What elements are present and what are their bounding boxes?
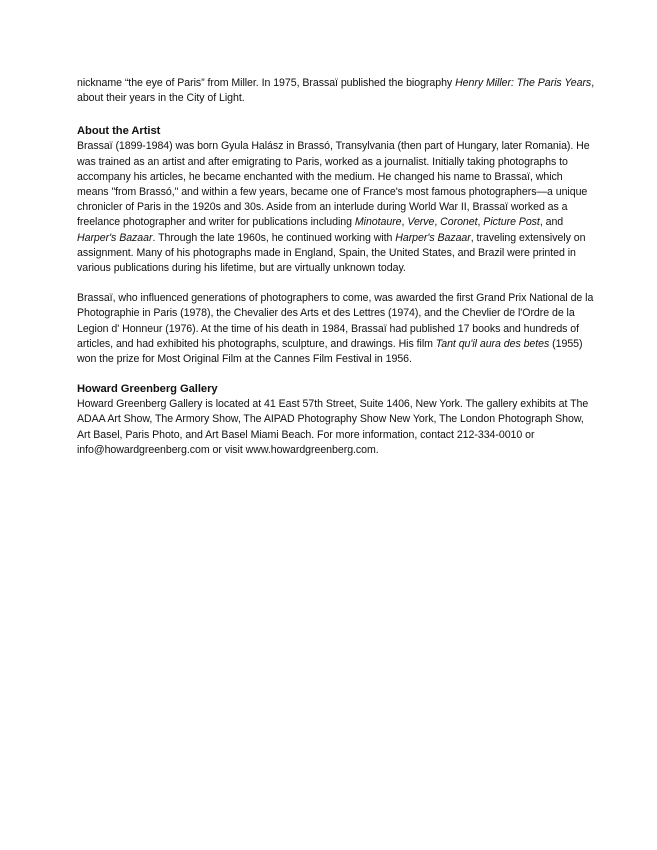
- intro-text: nickname “the eye of Paris” from Miller. In 1975, Brassaï published the biography: [77, 77, 456, 89]
- publication-minotaure: Minotaure: [354, 216, 402, 229]
- intro-text-end: , about their years in the City of Light.: [77, 77, 595, 105]
- about-artist-paragraph-1: [77, 139, 597, 276]
- bio-text: . Through the late 1960s, he continued working with: [152, 231, 396, 244]
- intro-paragraph: [77, 76, 597, 106]
- publication-verve: Verve: [407, 216, 435, 229]
- book-title: Henry Miller: The Paris Years: [455, 77, 592, 89]
- film-title: Tant qu'il aura des betes: [435, 337, 550, 350]
- gallery-heading: Howard Greenberg Gallery: [77, 383, 218, 396]
- document-page: [77, 76, 597, 458]
- about-artist-paragraph-2: [77, 291, 597, 367]
- awards-text-end: (1955) won the prize for Most Original Film at the Cannes Film Festival in 1956.: [77, 337, 583, 366]
- bio-text: Brassaï (1899-1984) was born Gyula Halász in Brassó, Transylvania (then part of Hungary, later Romania). He was trained as an artist and after emigrating to Paris, worked as a journalist. Initially taking photographs to accompany his articles, he became enchanted with the medium. He changed his name to Brassaï, which means "from Brassó," and within a few years, became one of France's most famous photographers—a unique chronicler of Paris in the 1920s and 30s. Aside from an interlude during World War II, Brassaï worked as a freelance photographer and writer for publications including: [77, 140, 590, 229]
- bio-text: , traveling extensively on assignment. Many of his photographs made in England, Spain, the United States, and Brazil were printed in various publications during his lifetime, but are virtually unknown today.: [77, 231, 586, 275]
- publication-harpers-bazaar: Harper's Bazaar: [77, 231, 153, 244]
- about-artist-heading: About the Artist: [77, 125, 161, 138]
- gallery-paragraph: Howard Greenberg Gallery is located at 41 East 57th Street, Suite 1406, New York. The gallery exhibits at The ADAA Art Show, The Armory Show, The AIPAD Photography Show New York, The London Photograph Show, Art Basel, Paris Photo, and Art Basel Miami Beach. For more information, contact 212-334-0010 or info@howardgreenberg.com or visit www.howardgreenberg.com.: [77, 398, 589, 456]
- awards-text: Brassaï, who influenced generations of photographers to come, was awarded the first Grand Prix National de la Photographie in Paris (1978), the Chevalier des Arts et des Lettres (1974), and the Chevlier de l'Ordre de la Legion d' Honneur (1976). At the time of his death in 1984, Brassaï had published 17 books and hundreds of articles, and had exhibited his photographs, sculpture, and drawings. His film: [77, 292, 594, 350]
- publication-picture-post: Picture Post: [483, 216, 540, 229]
- separator: ,: [434, 216, 441, 229]
- publication-coronet: Coronet: [440, 216, 478, 229]
- publication-harpers-bazaar: Harper's Bazaar: [395, 231, 471, 244]
- separator: ,: [401, 216, 408, 229]
- separator: , and: [539, 216, 564, 229]
- separator: ,: [477, 216, 484, 229]
